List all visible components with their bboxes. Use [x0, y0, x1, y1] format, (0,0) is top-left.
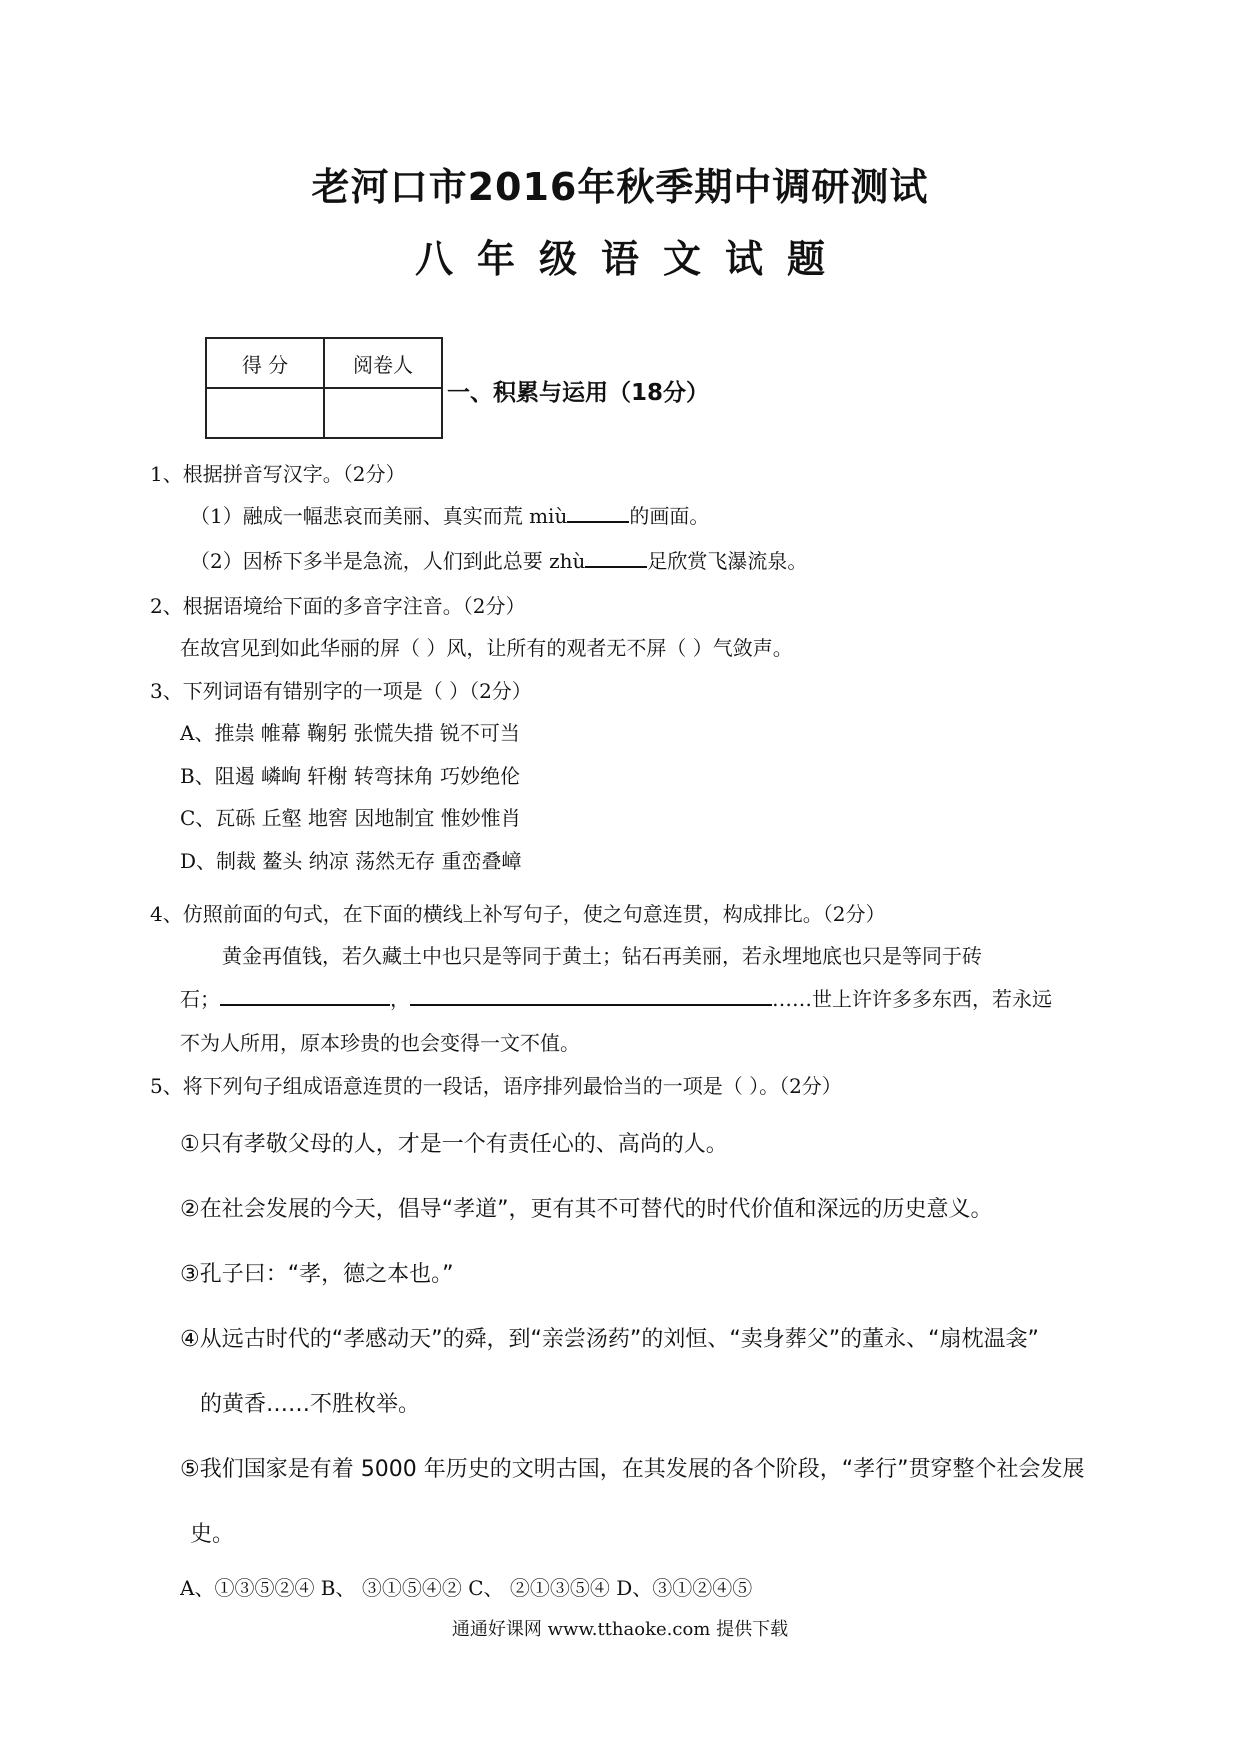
- question-4-line-1: 黄金再值钱，若久藏土中也只是等同于黄土；钻石再美丽，若永埋地底也只是等同于砖: [222, 944, 982, 968]
- question-1-item-1: [190, 500, 709, 529]
- answer-blank[interactable]: [585, 548, 647, 568]
- grader-cell[interactable]: [324, 388, 442, 438]
- answer-blank-1[interactable]: [220, 986, 390, 1006]
- item-1-after: 的画面。: [629, 504, 710, 528]
- question-3-option-d: D、制裁 鳌头 纳凉 荡然无存 重峦叠嶂: [180, 849, 522, 873]
- question-5-sentence-5-line-2: 史。: [190, 1522, 235, 1547]
- line-2-start: 石；: [180, 987, 220, 1011]
- answer-blank-2[interactable]: [410, 986, 772, 1006]
- score-header: 得 分: [206, 338, 324, 388]
- question-5-sentence-4-line-2: 的黄香……不胜枚举。: [200, 1392, 421, 1417]
- line-2-comma: ，: [390, 987, 410, 1011]
- question-1-item-2: [190, 545, 807, 574]
- question-3-option-b: B、阻遏 嶙峋 轩榭 转弯抹角 巧妙绝伦: [180, 764, 521, 788]
- question-5-sentence-1: ①只有孝敬父母的人，才是一个有责任心的、高尚的人。: [180, 1132, 728, 1157]
- question-5-sentence-5-line-1: ⑤我们国家是有着 5000 年历史的文明古国，在其发展的各个阶段，“孝行”贯穿整个社会发展: [180, 1457, 1085, 1482]
- exam-title: 老河口市2016年秋季期中调研测试: [311, 165, 929, 209]
- question-4-stem: 4、仿照前面的句式，在下面的横线上补写句子，使之句意连贯，构成排比。（2分）: [150, 902, 886, 926]
- score-cell[interactable]: [206, 388, 324, 438]
- section-heading: 一、积累与运用（18分）: [447, 380, 710, 406]
- item-2-after: 足欣赏飞瀑流泉。: [647, 549, 808, 573]
- question-5-stem: 5、将下列句子组成语意连贯的一段话，语序排列最恰当的一项是（ ）。（2分）: [150, 1074, 842, 1098]
- answer-blank[interactable]: [567, 503, 629, 523]
- question-5-sentence-4-line-1: ④从远古时代的“孝感动天”的舜，到“亲尝汤药”的刘恒、“卖身葬父”的董永、“扇枕温衾”: [180, 1327, 1039, 1352]
- question-3-option-c: C、瓦砾 丘壑 地窖 因地制宜 惟妙惟肖: [180, 806, 521, 830]
- question-5-answer-options: A、①③⑤②④ B、 ③①⑤④② C、 ②①③⑤④ D、③①②④⑤: [180, 1576, 753, 1600]
- question-1-stem: 1、根据拼音写汉字。（2分）: [150, 462, 406, 486]
- question-2-sentence: 在故宫见到如此华丽的屏（ ）风，让所有的观者无不屏（ ）气敛声。: [180, 636, 793, 660]
- question-4-line-3: 不为人所用，原本珍贵的也会变得一文不值。: [180, 1031, 580, 1055]
- question-4-line-2: [180, 983, 1052, 1012]
- item-2-before: （2）因桥下多半是急流，人们到此总要 zhù: [190, 549, 586, 573]
- grader-header: 阅卷人: [324, 338, 442, 388]
- question-2-stem: 2、根据语境给下面的多音字注音。（2分）: [150, 594, 526, 618]
- score-table: [205, 337, 443, 439]
- question-3-option-a: A、推祟 帷幕 鞠躬 张慌失措 锐不可当: [180, 721, 520, 745]
- question-5-sentence-3: ③孔子曰：“孝，德之本也。”: [180, 1262, 454, 1287]
- question-5-sentence-2: ②在社会发展的今天，倡导“孝道”，更有其不可替代的时代价值和深远的历史意义。: [180, 1197, 993, 1222]
- question-3-stem: 3、下列词语有错别字的一项是（ ）（2分）: [150, 679, 532, 703]
- line-2-end: ……世上许许多多东西，若永远: [772, 987, 1052, 1011]
- exam-subtitle: 八年级语文试题: [414, 236, 849, 281]
- footer-credit: 通通好课网 www.tthaoke.com 提供下载: [451, 1619, 789, 1640]
- item-1-before: （1）融成一幅悲哀而美丽、真实而荒 miù: [190, 504, 568, 528]
